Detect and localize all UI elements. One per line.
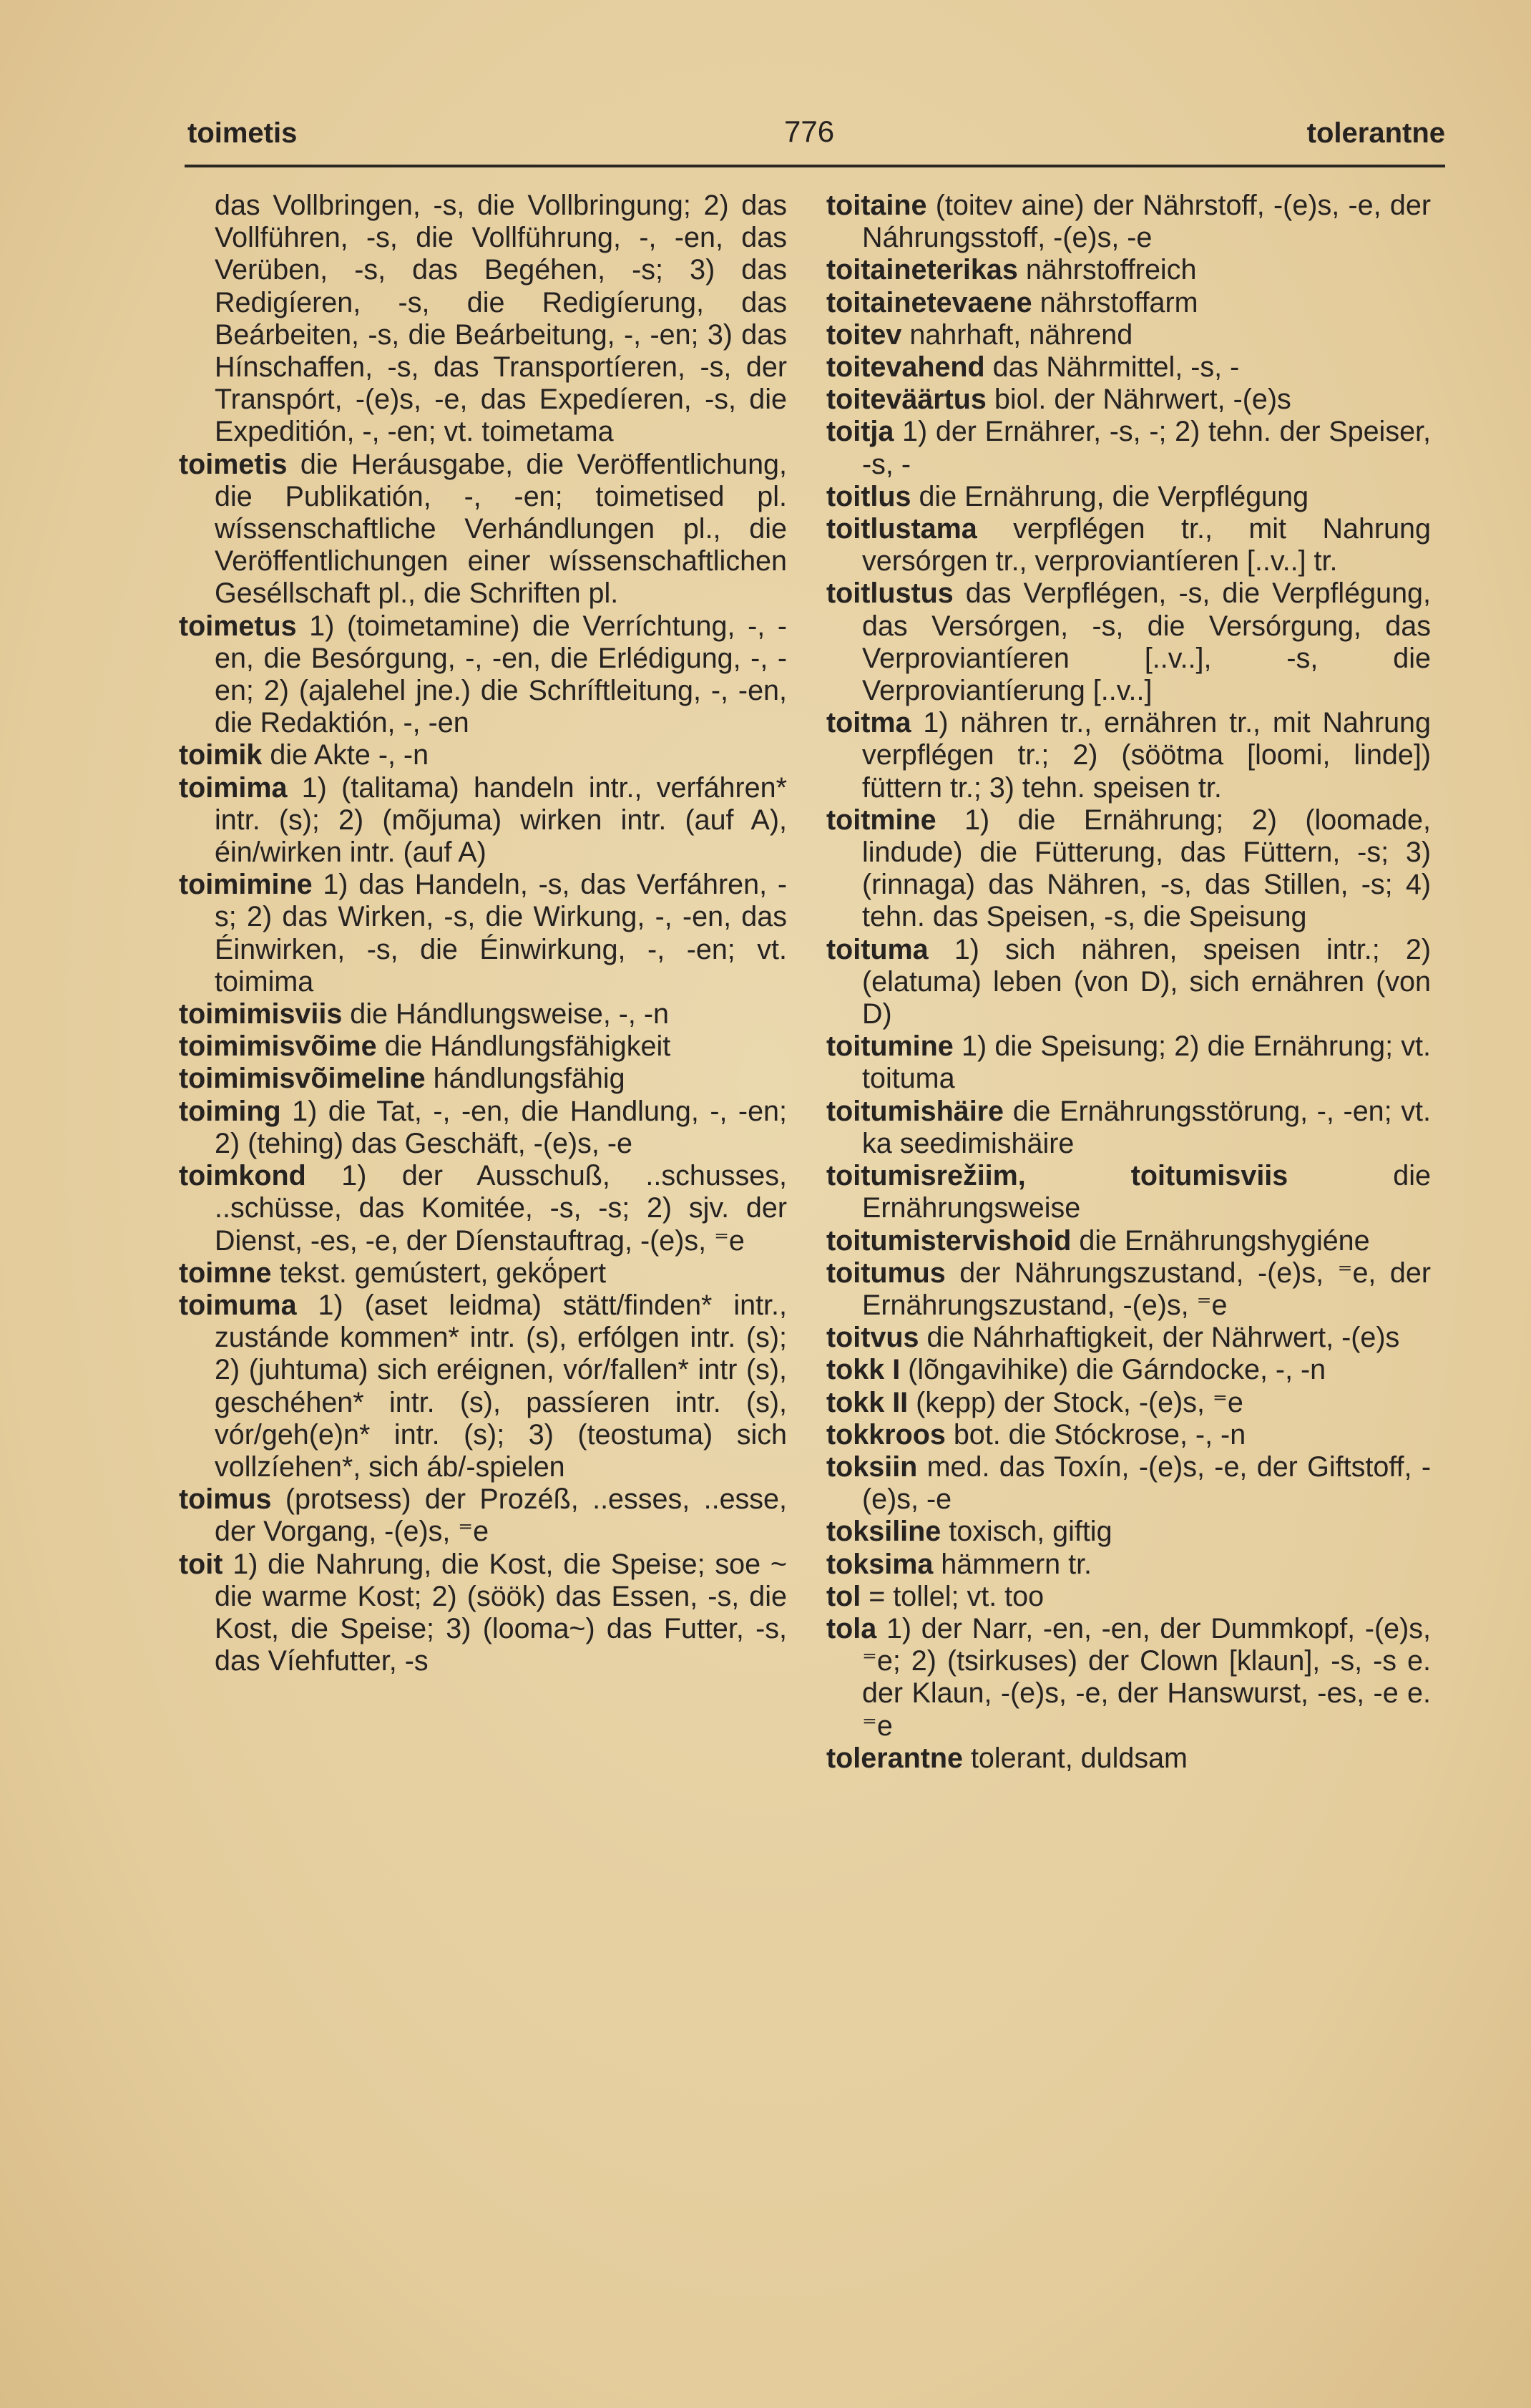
dictionary-entry: [826, 804, 1431, 934]
entry-headword: toitainetevaene: [826, 286, 1032, 318]
entry-definition: 1) nähren tr., ernähren tr., mit Nahrung verpflégen tr.; 2) (söötma [loomi, linde]) füttern tr.; 3) tehn. speisen tr.: [862, 707, 1431, 804]
entry-headword: toitaineterikas: [826, 254, 1018, 286]
entry-headword: toituma: [826, 933, 929, 965]
dictionary-entry: [179, 1096, 787, 1160]
dictionary-entry: [826, 1549, 1431, 1581]
dictionary-entry: [179, 1290, 787, 1483]
entry-headword: toitlustus: [826, 577, 954, 610]
dictionary-entry: [826, 416, 1431, 480]
dictionary-entry: [826, 351, 1431, 384]
entry-definition: die Ernährung, die Verpflégung: [919, 480, 1309, 512]
entry-definition: 1) sich nähren, speisen intr.; 2) (elatuma) leben (von D), sich ernähren (von D): [862, 933, 1431, 1030]
entry-definition: 1) das Handeln, -s, das Verfáhren, -s; 2) das Wirken, -s, die Wirkung, -, -en, das Éinwirken, -s, die Éinwirkung, -, -en; vt. toimima: [215, 869, 787, 998]
right-running-headword: tolerantne: [1306, 117, 1445, 149]
entry-headword: tokkroos: [826, 1418, 946, 1451]
dictionary-entry: [826, 1581, 1431, 1613]
entry-definition: verpflégen tr., mit Nahrung versórgen tr., verproviantíeren [..v..] tr.: [862, 513, 1431, 577]
entry-headword: toitumistervishoid: [826, 1224, 1072, 1257]
entry-definition: = tollel; vt. too: [869, 1580, 1045, 1612]
dictionary-entry: [179, 772, 787, 869]
entry-headword: tokk I: [826, 1354, 901, 1386]
dictionary-entry: [826, 1419, 1431, 1451]
entry-definition: die Ernährungshygiéne: [1079, 1224, 1370, 1257]
entry-headword: toksiline: [826, 1516, 941, 1548]
dictionary-entry: [826, 1160, 1431, 1224]
dictionary-entry: [826, 1030, 1431, 1095]
dictionary-entry: [179, 739, 787, 771]
dictionary-entry: [179, 1257, 787, 1290]
entry-headword: toitja: [826, 416, 894, 448]
dictionary-entry: [826, 1096, 1431, 1160]
entry-headword: toitevahend: [826, 351, 985, 384]
entry-headword: toksiin: [826, 1451, 918, 1483]
dictionary-entry: [826, 1257, 1431, 1322]
entry-headword: toiteväärtus: [826, 384, 987, 416]
entry-headword: toimne: [179, 1257, 272, 1289]
entry-definition: toxisch, giftig: [949, 1516, 1112, 1548]
entry-definition: tolerant, duldsam: [970, 1742, 1188, 1774]
entry-definition: die Hándlungsfähigkeit: [384, 1030, 671, 1063]
dictionary-entry: [826, 1387, 1431, 1419]
entry-definition: das Verpflégen, -s, die Verpflégung, das Versórgen, -s, die Versórgung, das Verproviantíeren [..v..], -s, die Verproviantíerung [..v..]: [862, 577, 1431, 707]
entry-headword: tokk II: [826, 1386, 909, 1418]
dictionary-entry: [826, 1322, 1431, 1354]
entry-headword: toksima: [826, 1548, 934, 1580]
right-column: [826, 190, 1431, 1775]
entry-headword: toimus: [179, 1483, 272, 1516]
entry-headword: toitumisrežiim, toitumisviis: [826, 1160, 1288, 1192]
dictionary-entry: [179, 1030, 787, 1063]
entry-definition: die Heráusgabe, die Veröffentlichung, die Publikatión, -, -en; toimetised pl. wíssenschaftliche Verhándlungen pl., die Veröffentlichungen einer wíssenschaftlichen Geséllschaft pl., die Schriften pl.: [215, 448, 788, 610]
dictionary-entry: [826, 190, 1431, 254]
entry-headword: toitev: [826, 318, 902, 351]
dictionary-entry: [826, 707, 1431, 804]
entry-definition: 1) die Nahrung, die Kost, die Speise; soe ~ die warme Kost; 2) (söök) das Essen, -s, die Kost, die Speise; 3) (looma~) das Futter, -s, das Víehfutter, -s: [215, 1548, 787, 1677]
entry-definition: 1) der Narr, -en, -en, der Dummkopf, -(e)s, ⁼e; 2) (tsirkuses) der Clown [klaun], -s, -s e. der Klaun, -(e)s, -e, der Hanswurst, -es, -e e. ⁼e: [862, 1612, 1432, 1742]
entry-definition: biol. der Nährwert, -(e)s: [994, 384, 1291, 416]
entry-headword: tolerantne: [826, 1742, 963, 1774]
page-number: 776: [784, 114, 835, 148]
entry-definition: (toitev aine) der Nährstoff, -(e)s, -e, der Náhrungsstoff, -(e)s, -e: [862, 190, 1431, 254]
dictionary-entry: [826, 481, 1431, 513]
entry-headword: toitumishäire: [826, 1095, 1004, 1127]
left-running-headword: toimetis: [187, 117, 298, 149]
entry-definition: 1) (toimetamine) die Verríchtung, -, -en, die Besórgung, -, -en, die Erlédigung, -, -en; 2) (ajalehel jne.) die Schríftleitung, -, -en, die Redaktión, -, -en: [215, 610, 787, 739]
dictionary-entry: [826, 1225, 1431, 1257]
entry-definition: die Hándlungsweise, -, -n: [350, 998, 670, 1030]
dictionary-entry: [179, 449, 787, 610]
entry-definition: 1) die Speisung; 2) die Ernährung; vt. toituma: [862, 1030, 1431, 1095]
dictionary-entry: [179, 1549, 787, 1678]
dictionary-entry: [826, 1742, 1431, 1775]
entry-definition: 1) (aset leidma) stätt/finden* intr., zustánde kommen* intr. (s), erfólgen intr. (s); 2) (juhtuma) sich eréignen, vór/fallen* intr (s), geschéhen* intr. (s), passíeren intr. (s), vór/geh(e)n* intr. (s); 3) (teostuma) sich vollzíehen*, sich áb/-spielen: [215, 1289, 787, 1483]
dictionary-entry: [826, 254, 1431, 286]
entry-headword: toitumine: [826, 1030, 954, 1063]
entry-headword: toitlus: [826, 480, 911, 512]
dictionary-entry: [826, 384, 1431, 416]
entry-definition: das Vollbringen, -s, die Vollbringung; 2) das Vollführen, -s, die Vollführung, -, -en, das Verüben, -s, das Begéhen, -s; 3) das Redigíeren, -s, die Redigíerung, das Beárbeiten, -s, die Beárbeitung, -, -en; 3) das Hínschaffen, -s, das Transportíeren, -s, der Transpórt, -(e)s, -e, das Expedíeren, -s, die Expeditión, -, -en; vt. toimetama: [215, 190, 787, 448]
dictionary-entry: [826, 513, 1431, 577]
entry-definition: nahrhaft, nährend: [909, 318, 1133, 351]
dictionary-entry: [826, 1354, 1431, 1386]
entry-definition: die Akte -, -n: [270, 739, 429, 771]
entry-headword: toit: [179, 1548, 223, 1580]
dictionary-entry: [179, 190, 787, 449]
entry-definition: (protsess) der Prozéß, ..esses, ..esse, der Vorgang, -(e)s, ⁼e: [215, 1483, 787, 1548]
entry-definition: der Nährungszustand, -(e)s, ⁼e, der Ernährungszustand, -(e)s, ⁼e: [862, 1257, 1431, 1321]
entry-definition: 1) die Ernährung; 2) (loomade, lindude) die Fütterung, das Füttern, -s; 3) (rinnaga) das Nähren, -s, das Stillen, -s; 4) tehn. das Speisen, -s, die Speisung: [862, 804, 1431, 933]
entry-definition: bot. die Stóckrose, -, -n: [953, 1418, 1246, 1451]
entry-definition: das Nährmittel, -s, -: [992, 351, 1240, 384]
entry-definition: 1) (talitama) handeln intr., verfáhren* intr. (s); 2) (mõjuma) wirken intr. (auf A), éin/wirken intr. (auf A): [215, 771, 787, 869]
dictionary-entry: [179, 998, 787, 1030]
dictionary-entry: [826, 1451, 1431, 1516]
entry-definition: med. das Toxín, -(e)s, -e, der Giftstoff, -(e)s, -e: [862, 1451, 1431, 1516]
entry-headword: toimimisvõimeline: [179, 1063, 426, 1095]
entry-headword: tola: [826, 1612, 877, 1644]
entry-definition: hándlungsfähig: [433, 1063, 625, 1095]
entry-headword: toitvus: [826, 1322, 919, 1354]
dictionary-entry: [179, 1063, 787, 1095]
entry-headword: toimik: [179, 739, 263, 771]
dictionary-entry: [826, 934, 1431, 1031]
entry-headword: toimima: [179, 771, 288, 804]
page-header: [185, 114, 1445, 167]
dictionary-entry: [826, 577, 1431, 707]
entry-definition: die Ernährungsweise: [862, 1160, 1431, 1224]
entry-definition: 1) der Ausschuß, ..schusses, ..schüsse, das Komitée, -s, -s; 2) sjv. der Dienst, -es, -e, der Díenstauftrag, -(e)s, ⁼e: [215, 1160, 787, 1257]
entry-headword: toitlustama: [826, 513, 977, 545]
entry-definition: (kepp) der Stock, -(e)s, ⁼e: [916, 1386, 1243, 1418]
entry-headword: toimimisviis: [179, 998, 343, 1030]
entry-headword: toitaine: [826, 190, 927, 221]
entry-headword: toimuma: [179, 1289, 297, 1321]
dictionary-entry: [179, 869, 787, 998]
entry-headword: toitma: [826, 707, 911, 739]
entry-headword: toimkond: [179, 1160, 306, 1192]
entry-definition: (lõngavihike) die Gárndocke, -, -n: [908, 1354, 1326, 1386]
dictionary-entry: [826, 1516, 1431, 1548]
entry-definition: die Náhrhaftigkeit, der Nährwert, -(e)s: [926, 1322, 1400, 1354]
dictionary-entry: [826, 319, 1431, 351]
dictionary-entry: [826, 1613, 1431, 1742]
entry-headword: toitumus: [826, 1257, 946, 1289]
dictionary-entry: [179, 1160, 787, 1257]
entry-definition: die Ernährungsstörung, -, -en; vt. ka seedimishäire: [862, 1095, 1431, 1159]
entry-headword: tol: [826, 1580, 861, 1612]
entry-definition: nährstoffreich: [1025, 254, 1197, 286]
dictionary-entry: [179, 1483, 787, 1548]
entry-definition: tekst. gemústert, gekö́pert: [279, 1257, 607, 1289]
entry-headword: toitmine: [826, 804, 936, 836]
entry-definition: hämmern tr.: [941, 1548, 1092, 1580]
entry-definition: 1) der Ernährer, -s, -; 2) tehn. der Speiser, -s, -: [862, 416, 1431, 480]
dictionary-entry: [179, 610, 787, 740]
entry-headword: toimimine: [179, 869, 313, 901]
dictionary-entry: [826, 287, 1431, 319]
entry-definition: 1) die Tat, -, -en, die Handlung, -, -en; 2) (tehing) das Geschäft, -(e)s, -e: [215, 1095, 787, 1159]
entry-definition: nährstoffarm: [1040, 286, 1198, 318]
entry-headword: toimetis: [179, 448, 288, 480]
entry-headword: toimetus: [179, 610, 297, 642]
left-column: [179, 190, 787, 1677]
entry-headword: toiming: [179, 1095, 281, 1127]
entry-headword: toimimisvõime: [179, 1030, 377, 1063]
